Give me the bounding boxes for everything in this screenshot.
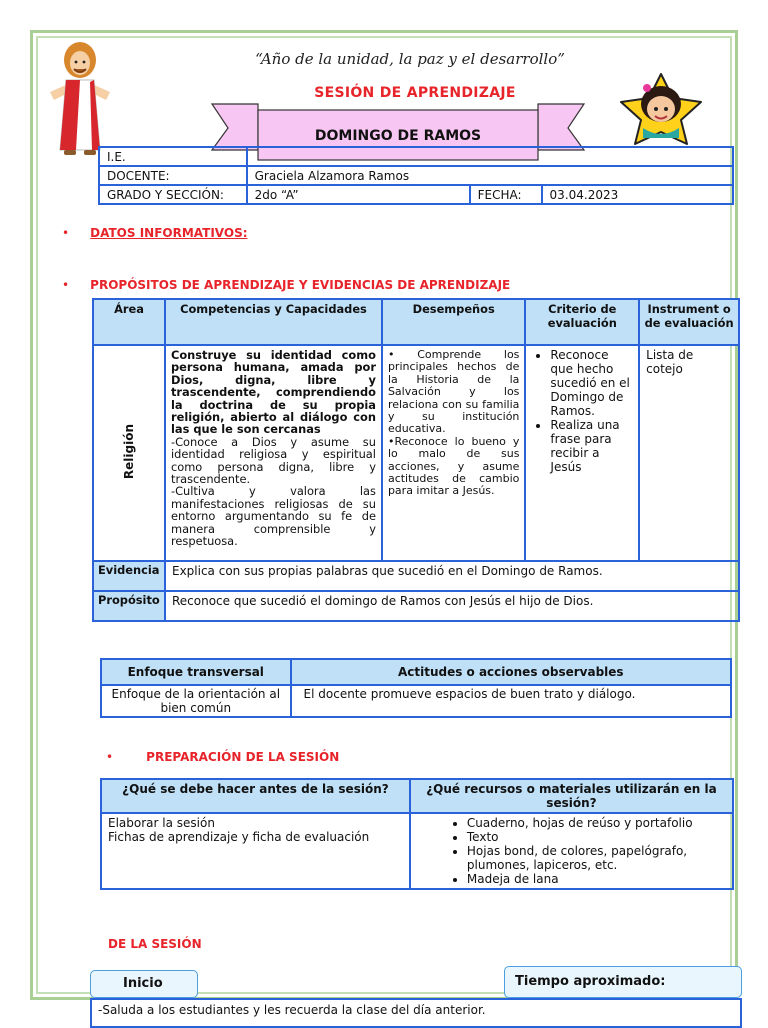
header-criterio: Criterio de evaluación xyxy=(525,299,639,345)
fecha-label: FECHA: xyxy=(470,185,542,204)
propositos-heading-row xyxy=(62,274,510,293)
ie-value xyxy=(247,147,733,166)
instrumento-cell: Lista de cotejo xyxy=(639,345,739,561)
enfoque-value-row xyxy=(101,685,731,717)
grado-value: 2do “A” xyxy=(247,185,470,204)
recursos-list xyxy=(415,816,728,886)
bullet-icon: • xyxy=(62,278,70,292)
preparacion-value-row xyxy=(101,813,733,889)
antes-item: Elaborar la sesión xyxy=(108,816,215,830)
ie-label: I.E. xyxy=(99,147,247,166)
area-cell xyxy=(93,345,165,561)
evidencia-label: Evidencia xyxy=(93,561,165,591)
de-la-sesion-heading: DE LA SESIÓN xyxy=(108,937,202,951)
criterio-list xyxy=(530,348,634,474)
info-row-ie xyxy=(99,147,733,166)
desempeno-1: • Comprende los principales hechos de la Historia de la Salvación y los relaciona con su familia y su institución educativa. xyxy=(387,348,520,436)
criterio-item: • Realiza una frase para recibir a Jesús xyxy=(550,418,634,474)
purposes-main-row xyxy=(93,345,739,561)
competencias-cell xyxy=(165,345,382,561)
antes-cell xyxy=(101,813,410,889)
enfoque-header-1: Enfoque transversal xyxy=(101,659,291,685)
desempenos-cell xyxy=(382,345,525,561)
header-instrumento: Instrument o de evaluación xyxy=(639,299,739,345)
preparacion-heading: PREPARACIÓN DE LA SESIÓN xyxy=(146,750,340,764)
preparacion-table xyxy=(100,778,734,890)
inicio-content: -Saluda a los estudiantes y les recuerda la clase del día anterior. xyxy=(90,998,742,1028)
header-competencias: Competencias y Capacidades xyxy=(165,299,382,345)
grado-label: GRADO Y SECCIÓN: xyxy=(99,185,247,204)
info-row-docente xyxy=(99,166,733,185)
criterio-item: • Reconoce que hecho sucedió en el Domingo de Ramos. xyxy=(550,348,634,418)
area-label: Religión xyxy=(121,423,136,480)
header-area: Área xyxy=(93,299,165,345)
session-title: SESIÓN DE APRENDIZAJE xyxy=(314,85,516,101)
antes-item: Fichas de aprendizaje y ficha de evaluación xyxy=(108,830,370,844)
preparacion-header-2: ¿Qué recursos o materiales utilizarán en la sesión? xyxy=(410,779,733,813)
enfoque-header-row xyxy=(101,659,731,685)
desempeno-2: •Reconoce lo bueno y lo malo de sus acciones, y asume actitudes de cambio para imitar a Jesús. xyxy=(387,434,520,498)
competencia-text: Construye su identidad como persona humana, amada por Dios, digna, libre y trascendente, comprendiendo la doctrina de su propia religión, abierto al diálogo con las que le son cercanas xyxy=(170,348,376,437)
recurso-item: • Cuaderno, hojas de reúso y portafolio xyxy=(467,816,728,830)
datos-heading: DATOS INFORMATIVOS: xyxy=(90,226,248,240)
recurso-item: • Texto xyxy=(467,830,728,844)
banner-title: DOMINGO DE RAMOS xyxy=(314,128,482,144)
jesus-illustration xyxy=(40,40,128,160)
tiempo-aproximado-label: Tiempo aproximado: xyxy=(504,966,742,998)
proposito-row xyxy=(93,591,739,621)
preparacion-heading-row xyxy=(106,746,339,765)
purposes-header-row xyxy=(93,299,739,345)
proposito-label: Propósito xyxy=(93,591,165,621)
purposes-table xyxy=(92,298,740,622)
evidencia-text: Explica con sus propias palabras que sucedió en el Domingo de Ramos. xyxy=(165,561,739,591)
inicio-label: Inicio xyxy=(90,970,198,998)
enfoque-value-1: Enfoque de la orientación al bien común xyxy=(101,685,291,717)
preparacion-header-1: ¿Qué se debe hacer antes de la sesión? xyxy=(101,779,410,813)
info-table xyxy=(98,146,734,205)
bullet-icon: • xyxy=(106,750,114,764)
propositos-heading: PROPÓSITOS DE APRENDIZAJE Y EVIDENCIAS DE APRENDIZAJE xyxy=(90,278,511,292)
enfoque-value-2: El docente promueve espacios de buen trato y diálogo. xyxy=(291,685,731,717)
datos-heading-row xyxy=(62,222,248,241)
recurso-item: • Madeja de lana xyxy=(467,872,728,886)
star-child-illustration xyxy=(607,72,715,146)
proposito-text: Reconoce que sucedió el domingo de Ramos con Jesús el hijo de Dios. xyxy=(165,591,739,621)
year-motto: “Año de la unidad, la paz y el desarrollo” xyxy=(255,50,565,68)
capacidad-1: -Conoce a Dios y asume su identidad religiosa y espiritual como persona digna, libre y trascendente. xyxy=(170,434,376,487)
docente-label: DOCENTE: xyxy=(99,166,247,185)
bullet-icon: • xyxy=(62,226,70,240)
evidencia-row xyxy=(93,561,739,591)
recursos-cell xyxy=(410,813,733,889)
docente-value: Graciela Alzamora Ramos xyxy=(247,166,733,185)
fecha-value: 03.04.2023 xyxy=(542,185,733,204)
recurso-item: • Hojas bond, de colores, papelógrafo, plumones, lapiceros, etc. xyxy=(467,844,728,872)
info-row-grado xyxy=(99,185,733,204)
criterio-cell xyxy=(525,345,639,561)
preparacion-header-row xyxy=(101,779,733,813)
enfoque-header-2: Actitudes o acciones observables xyxy=(291,659,731,685)
enfoque-table xyxy=(100,658,732,718)
header-desempenos: Desempeños xyxy=(382,299,525,345)
capacidad-2: -Cultiva y valora las manifestaciones religiosas de su entorno argumentando su fe de manera comprensible y respetuosa. xyxy=(170,484,376,549)
